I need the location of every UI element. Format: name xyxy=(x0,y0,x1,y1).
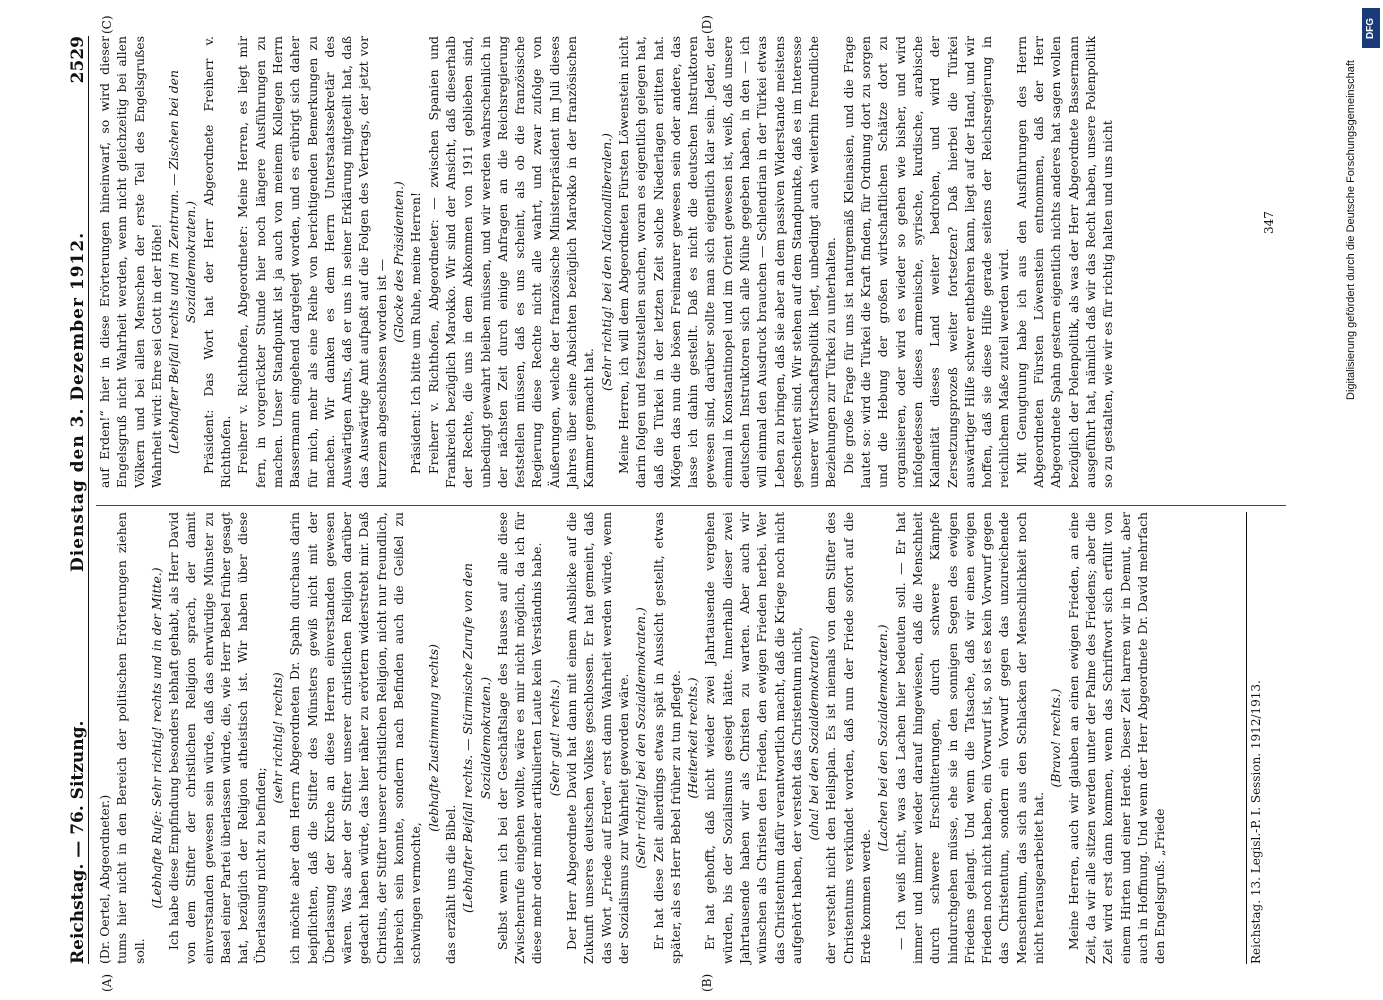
right-column xyxy=(96,36,1117,488)
paragraph: Er hat diese Zeit allerdings etwas spät in Aussicht gestellt, etwas später, als es Herr Bebel früher zu tun pflegte. xyxy=(650,512,683,964)
interjection: (Lachen bei den Sozialdemokraten.) xyxy=(875,624,891,852)
paragraph: Meine Herren, ich will dem Abgeordneten Fürsten Löwenstein nicht darin folgen und festzustellen suchen, woran es eigentlich gelegen hat, daß die Türkei in der letzten Zeit solche Niederlagen erlitten hat. Mögen das nun die bösen Freimaurer gewesen sein oder andere, das lasse ich dahin gestellt. Daß es nicht die deutschen Instruktoren gewesen sind, darüber sollte man sich eigentlich klar sein. Jeder, der einmal in Konstantinopel und im Orient gewesen ist, weiß, daß unsere deutschen Instruktoren sich alle Mühe gegeben haben, in den — ich will einmal den Ausdruck brauchen — Schlendrian in der Türkei etwas Leben zu bringen, daß sie aber an dem passiven Widerstande meistens gescheitert sind. Wir stehen auf dem Standpunkte, daß es im Interesse unserer Wirtschaftspolitik liegt, unbedingt auch weiterhin freundliche Beziehungen zur Türkei zu unterhalten. xyxy=(615,36,839,488)
interjection: (Sehr richtig! bei den Sozialdemokraten.) xyxy=(633,607,649,869)
credit-text: Digitalisierung gefördert durch die Deutsche Forschungsgemeinschaft xyxy=(1345,60,1357,400)
paragraph: — Ich weiß nicht, was das Lachen hier bedeuten soll. — Er hat immer und immer wieder darauf hingewiesen, daß die Menschheit durch schwere Erschütterungen, durch schwere Kämpfe hindurchgehen müsse, ehe sie in den sonnigen Segen des ewigen Friedens gelangt. Und wenn die Tatsache, daß wir einen ewigen Frieden noch nicht haben, ein Vorwurf ist, so ist es kein Vorwurf gegen das Christentum, sondern ein Vorwurf gegen das unzureichende Menschentum, das sich aus den Schlacken der Menschlichkeit noch nicht herausgearbeitet hat. xyxy=(892,512,1047,964)
header-date: Dienstag den 3. Dezember 1912. xyxy=(68,231,88,572)
paragraph: Meine Herren, auch wir glauben an einen ewigen Frieden, an eine Zeit, da wir alle sitzen werden unter der Palme des Friedens; aber die Zeit wird erst dann kommen, wenn das Schriftwort sich erfüllt von einem Hirten und einer Herde. Dieser Zeit harren wir in Demut, aber auch in Hoffnung. Und wenn der Herr Abgeordnete Dr. David mehrfach den Engelsgruß: „Friede xyxy=(1065,512,1168,964)
paragraph: (Dr. Oertel, Abgeordneter.) xyxy=(97,794,112,964)
margin-marker-a: (A) xyxy=(100,973,114,992)
paragraph: Mit Genugtuung habe ich aus den Ausführungen des Herrn Abgeordneten Fürsten Löwenstein entnommen, daß der Herr Abgeordnete Spahn gestern eigentlich nichts anderes hat sagen wollen bezüglich der Polenpolitik, als was der Herr Abgeordnete Bassermann ausgeführt hat, nämlich daß wir das Recht haben, unsere Polenpolitik so zu gestalten, wie wir es für richtig halten und uns nicht xyxy=(1013,36,1116,488)
interjection: (Lebhafte Rufe: Sehr richtig! rechts und in der Mitte.) xyxy=(148,567,164,909)
column-divider xyxy=(96,505,1286,506)
interjection: (Lebhafter Beifall rechts und im Zentrum. — Zischen bei den Sozialdemokraten.) xyxy=(166,70,199,454)
paragraph: Selbst wenn ich bei der Geschäftslage des Hauses auf alle diese Zwischenrufe eingehen wollte, wäre es mir nicht möglich, da ich für diese mehr oder minder artikulierten Laute kein Verständnis habe. xyxy=(494,512,545,964)
paragraph: Er hat gehofft, daß nicht wieder zwei Jahrtausende vergehen würden, bis der Sozialismus gesiegt hätte. Innerhalb dieser zwei Jahrtausende haben wir als Christen zu warten. Aber auch wir wünschen als Christen den Frieden, den ewigen Frieden herbei. Wer das Christentum dafür verantwortlich macht, daß die Kriege noch nicht aufgehört haben, der versteht das Christentum nicht, xyxy=(702,512,804,964)
interjection: (Sehr richtig! bei den Nationalliberalen.) xyxy=(598,133,614,391)
interjection: (Lebhafter Beifall rechts. — Stürmische Zurufe von den Sozialdemokraten.) xyxy=(460,562,493,914)
paragraph: auf Erden!“ hier in diese Erörterungen hineinwarf, so wird dieser Engelsgruß nicht Wahrheit werden, wenn nicht gleichzeitig bei allen Völkern und bei allen Menschen der erste Teil des Engelsgrußes Wahrheit wird: Ehre sei Gott in der Höhe! xyxy=(97,36,164,488)
interjection: (lebhafte Zustimmung rechts) xyxy=(425,644,441,832)
paragraph: Ich habe diese Empfindung besonders lebhaft gehabt, als Herr David von dem Stifter der christlichen Religion sprach, der damit einverstanden gewesen sein würde, daß das ehrwürdige Münster zu Basel einer Partei überlassen würde, die, wie Herr Bebel früher gesagt hat, bezüglich der Religion atheistisch ist. Wir haben über diese Überlassung nicht zu befinden; xyxy=(166,512,268,964)
paragraph: Freiherr v. Richthofen, Abgeordneter: Meine Herren, es liegt mir fern, in vorgerückter Stunde hier noch längere Ausführungen zu machen. Unser Standpunkt ist ja auch von meinem Kollegen Herrn Bassermann eingehend dargelegt worden, und es erübrigt sich daher für mich, mehr als eine Reihe von berichtigenden Bemerkungen zu machen. Wir danken es dem Herrn Unterstaatssekretär des Auswärtigen Amts, daß er uns in seiner Erklärung mitgeteilt hat, daß das Auswärtige Amt aufpaßt auf die Folgen des Vertrags, der jetzt vor kurzem abgeschlossen worden ist — xyxy=(235,36,389,488)
paragraph: das erzählt uns die Bibel. xyxy=(442,804,458,964)
margin-marker-c: (C) xyxy=(100,15,114,34)
paragraph: Freiherr v. Richthofen, Abgeordneter: — zwischen Spanien und Frankreich bezüglich Marokko. Wir sind der Ansicht, daß dieserhalb der Rechte, die uns in dem Abkommen von 1911 geblieben sind, unbedingt gewahrt bleiben müssen, und wir werden wahrscheinlich in der nächsten Zeit durch einige Anfragen an die Reichsregierung feststellen müssen, daß es uns scheint, als ob die französische Regierung diese Rechte nicht alle wahrt, und zwar zufolge von Äußerungen, welche der französische Ministerpräsident im Juli dieses Jahres über seine Absichten bezüglich Marokko in der französischen Kammer gemacht hat. xyxy=(425,36,597,488)
dfg-logo-text: DFG xyxy=(1365,17,1377,39)
page-header xyxy=(62,36,89,964)
interjection: (Bravo! rechts.) xyxy=(1048,688,1064,788)
interjection: (Glocke des Präsidenten.) xyxy=(391,181,407,343)
margin-marker-b: (B) xyxy=(700,973,714,992)
interjection: (Sehr gut! rechts.) xyxy=(546,679,562,797)
dfg-logo xyxy=(1362,8,1380,48)
paragraph: der versteht nicht den Heilsplan. Es ist niemals von dem Stifter des Christentums verkündet worden, daß nun der Friede sofort auf die Erde kommen werde. xyxy=(823,512,874,964)
page-number: 2529 xyxy=(68,36,88,84)
digitization-credit xyxy=(1345,60,1365,940)
interjection: (Heiterkeit rechts.) xyxy=(685,677,701,799)
left-column xyxy=(96,512,1168,964)
interjection: (aha! bei den Sozialdemokraten) xyxy=(806,635,822,841)
page-footer: Reichstag. 13. Legisl.-P. I. Session. 1912/1913. xyxy=(1246,512,1263,964)
margin-marker-d: (D) xyxy=(700,15,714,34)
header-left: Reichstag. — 76. Sitzung. xyxy=(68,720,88,964)
paragraph: Präsident: Das Wort hat der Herr Abgeordnete Freiherr v. Richthofen. xyxy=(200,36,234,488)
interjection: (sehr richtig! rechts) xyxy=(269,672,285,804)
paragraph: tums hier nicht in den Bereich der politischen Erörterungen ziehen soll. xyxy=(114,512,147,964)
paragraph: Der Herr Abgeordnete David hat dann mit einem Ausblicke auf die Zukunft unseres deutschen Volkes geschlossen. Er hat gemeint, daß das Wort „Friede auf Erden“ erst dann Wahrheit werden würde, wenn der Sozialismus zur Wahrheit geworden wäre. xyxy=(564,512,631,964)
paragraph: Präsident: Ich bitte um Ruhe, meine Herren! xyxy=(408,192,424,474)
paragraph: Die große Frage für uns ist naturgemäß Kleinasien, und die Frage lautet so: wird die Türkei die Kraft finden, für Ordnung dort zu sorgen und die Hebung der großen wirtschaftlichen Schätze dort zu organisieren, oder wird es wieder so gehen wie bisher, und wird infolgedessen dieses armenische, syrische, kurdische, arabische Kalamität dieses Land weiter bedrohen, und wird der Zersetzungsprozeß weiter fortsetzen? Daß hierbei die Türkei auswärtiger Hilfe schwer entbehren kann, liegt auf der Hand, und wir hoffen, daß sie diese Hilfe gerade seitens der Reichsregierung in reichlichem Maße zuteil werden wird. xyxy=(840,36,1012,488)
paragraph: ich möchte aber dem Herrn Abgeordneten Dr. Spahn durchaus darin beipflichten, daß die Stifter des Münsters gewiß nicht mit der Überlassung der Kirche an diese Herren einverstanden gewesen wären. Was aber der Stifter unserer christlichen Religion darüber gedacht haben würde, das hier näher zu erörtern widerstrebt mir. Daß Christus, der Stifter unserer christlichen Religion, nicht nur freundlich, liebreich sein konnte, sondern nach Befinden auch die Geißel zu schwingen vermochte, xyxy=(287,512,424,964)
footer-page-number: 347 xyxy=(1262,211,1276,234)
